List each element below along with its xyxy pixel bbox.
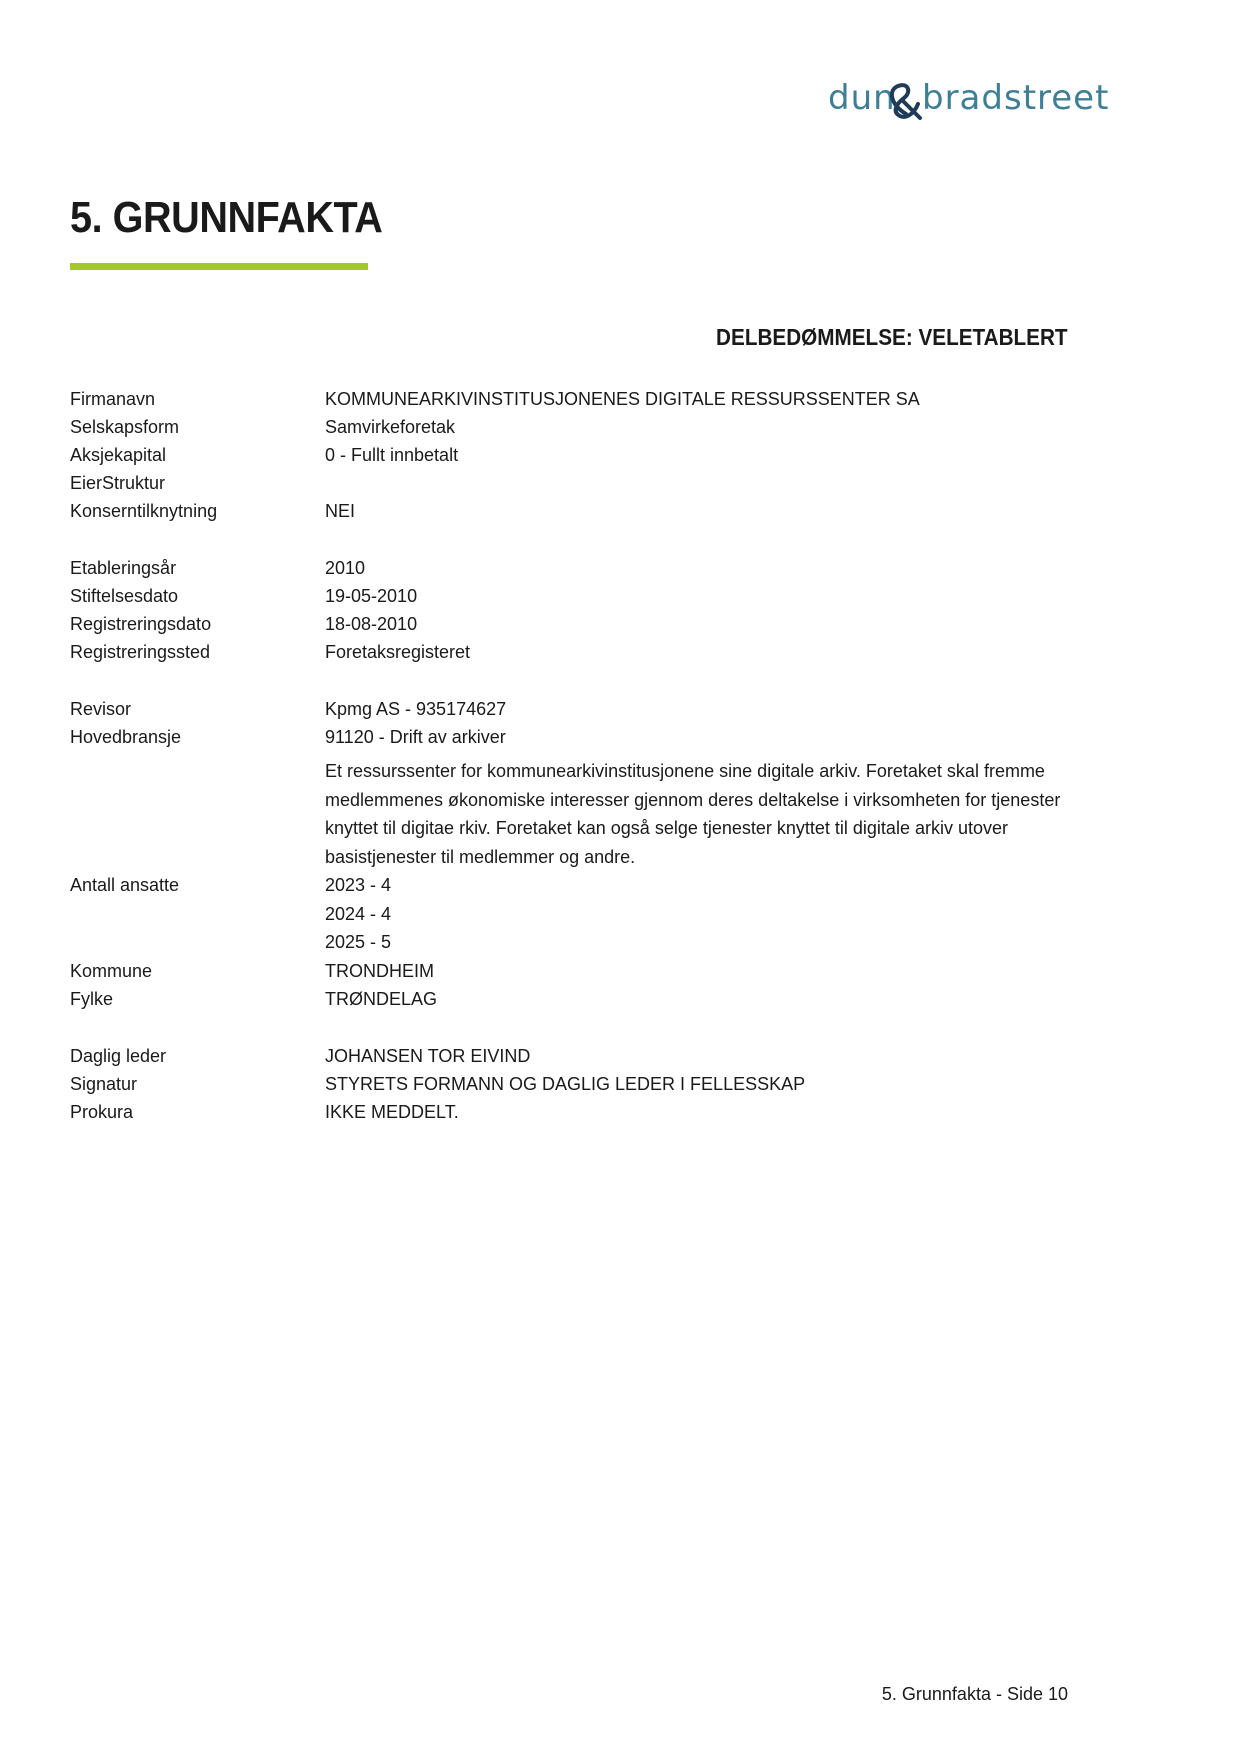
fact-label: Etableringsår xyxy=(70,558,177,578)
fact-row-firmanavn xyxy=(70,385,1070,413)
employee-count-list xyxy=(325,871,1070,957)
fact-row-prokura xyxy=(70,1098,1070,1126)
logo-text-bradstreet: bradstreet xyxy=(922,78,1110,118)
page-footer: 5. Grunnfakta - Side 10 xyxy=(881,1684,1068,1704)
fact-value: TRØNDELAG xyxy=(325,988,438,1009)
fact-label: Selskapsform xyxy=(70,417,180,437)
fact-label: Registreringssted xyxy=(70,642,211,662)
fact-value: 91120 - Drift av arkiver xyxy=(325,727,506,747)
fact-label: Konserntilknytning xyxy=(70,501,218,521)
fact-row-selskapsform xyxy=(70,413,1070,441)
fact-value: IKKE MEDDELT. xyxy=(325,1101,459,1122)
dun-bradstreet-logo xyxy=(828,74,1110,126)
fact-label: EierStruktur xyxy=(70,473,166,493)
fact-row-eierstruktur xyxy=(70,469,1070,497)
fact-row-antall-ansatte xyxy=(70,871,1070,957)
fact-value: Foretaksregisteret xyxy=(325,642,471,662)
fact-value: 18-08-2010 xyxy=(325,614,418,634)
fact-row-registreringssted xyxy=(70,638,1070,666)
fact-value: JOHANSEN TOR EIVIND xyxy=(325,1045,531,1066)
fact-row-aksjekapital xyxy=(70,441,1070,469)
employee-count-item: 2024 - 4 xyxy=(325,903,392,924)
fact-label: Signatur xyxy=(70,1073,138,1094)
fact-row-daglig-leder xyxy=(70,1042,1070,1070)
logo-text-dun: dun xyxy=(828,78,896,118)
fact-value: 19-05-2010 xyxy=(325,586,418,606)
fact-row-etableringsar xyxy=(70,554,1070,582)
fact-label: Firmanavn xyxy=(70,389,156,409)
fact-row-konserntilknytning xyxy=(70,497,1070,525)
title-underline xyxy=(70,263,368,270)
fact-value: Samvirkeforetak xyxy=(325,417,456,437)
fact-row-description xyxy=(70,757,1070,871)
fact-value: KOMMUNEARKIVINSTITUSJONENES DIGITALE RESSURSSENTER SA xyxy=(325,389,920,409)
fact-label: Antall ansatte xyxy=(70,875,180,895)
fact-value: 0 - Fullt innbetalt xyxy=(325,445,459,465)
section-spacer xyxy=(70,525,1070,554)
fact-label: Revisor xyxy=(70,699,132,719)
fact-label: Registreringsdato xyxy=(70,614,212,634)
fact-row-revisor xyxy=(70,695,1070,723)
fact-label: Aksjekapital xyxy=(70,445,167,465)
fact-value: NEI xyxy=(325,501,356,521)
page-title: 5. GRUNNFAKTA xyxy=(70,193,383,242)
employee-count-item: 2023 - 4 xyxy=(325,875,392,895)
employee-count-item: 2025 - 5 xyxy=(325,932,392,952)
fact-value: Kpmg AS - 935174627 xyxy=(325,699,507,719)
fact-label-empty xyxy=(70,757,325,871)
fact-label: Prokura xyxy=(70,1101,134,1122)
fact-label: Stiftelsesdato xyxy=(70,586,179,606)
fact-row-fylke xyxy=(70,985,1070,1013)
dun-bradstreet-logo-graphic xyxy=(828,74,1110,126)
fact-value xyxy=(325,469,1070,497)
section-spacer xyxy=(70,666,1070,695)
fact-label: Hovedbransje xyxy=(70,727,182,747)
fact-row-signatur xyxy=(70,1070,1070,1098)
rating-heading: DELBEDØMMELSE: VELETABLERT xyxy=(716,324,1068,350)
ampersand-icon xyxy=(892,85,920,118)
section-spacer xyxy=(70,1013,1070,1042)
fact-label: Kommune xyxy=(70,960,153,981)
fact-label: Daglig leder xyxy=(70,1045,167,1066)
fact-value: TRONDHEIM xyxy=(325,960,434,981)
fact-value: STYRETS FORMANN OG DAGLIG LEDER I FELLESSKAP xyxy=(325,1073,806,1094)
fact-row-registreringsdato xyxy=(70,610,1070,638)
business-description: Et ressurssenter for kommunearkivinstitusjonene sine digitale arkiv. Foretaket skal fremme medlemmenes økonomiske interesser gjennom deres deltakelse i virksomheten for tjenester knyttet til digitae rkiv. Foretaket kan også selge tjenester knyttet til digitale arkiv utover basistjenester til medlemmer og andre. xyxy=(325,761,1061,867)
fact-row-kommune xyxy=(70,957,1070,985)
facts-list xyxy=(70,385,1070,1126)
fact-label: Fylke xyxy=(70,988,114,1009)
fact-row-stiftelsesdato xyxy=(70,582,1070,610)
fact-value: 2010 xyxy=(325,558,366,578)
fact-row-hovedbransje xyxy=(70,723,1070,751)
